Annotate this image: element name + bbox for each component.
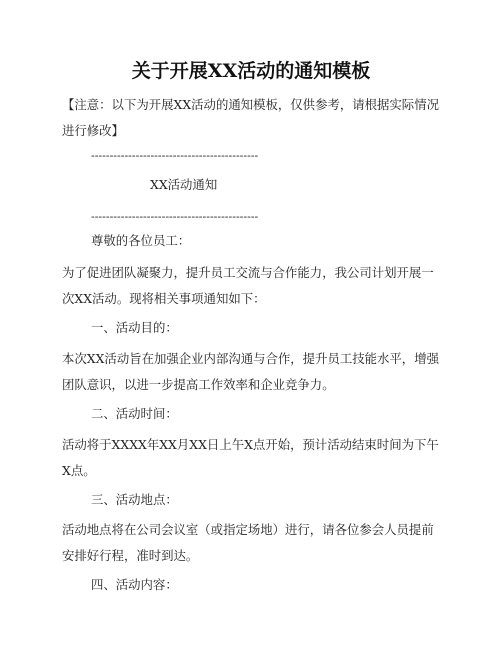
section-body-time: 活动将于XXXX年XX月XX日上午X点开始，预计活动结束时间为下午X点。 [62,437,439,478]
document-title: 关于开展XX活动的通知模板 [131,60,371,82]
separator-top: --------------------------------------------- [91,149,259,162]
section-body-location: 活动地点将在公司会议室（或指定场地）进行，请各位参会人员提前安排好行程，准时到达。 [62,522,434,563]
section-heading-time: 二、活动时间： [91,406,178,421]
section-heading-content: 四、活动内容： [91,577,178,592]
section-heading-location: 三、活动地点： [91,492,178,507]
section-body-purpose: 本次XX活动旨在加强企业内部沟通与合作，提升员工技能水平，增强团队意识，以进一步提高工作效率和企业竞争力。 [62,351,439,392]
notice-heading: XX活动通知 [150,177,218,192]
separator-bottom: --------------------------------------------- [91,210,259,223]
section-heading-purpose: 一、活动目的： [91,320,178,335]
note-paragraph: 【注意：以下为开展XX活动的通知模板，仅供参考，请根据实际情况进行修改】 [62,97,439,138]
greeting: 尊敬的各位员工： [91,233,191,248]
intro-paragraph: 为了促进团队凝聚力，提升员工交流与合作能力，我公司计划开展一次XX活动。现将相关事项通知如下： [62,265,434,306]
